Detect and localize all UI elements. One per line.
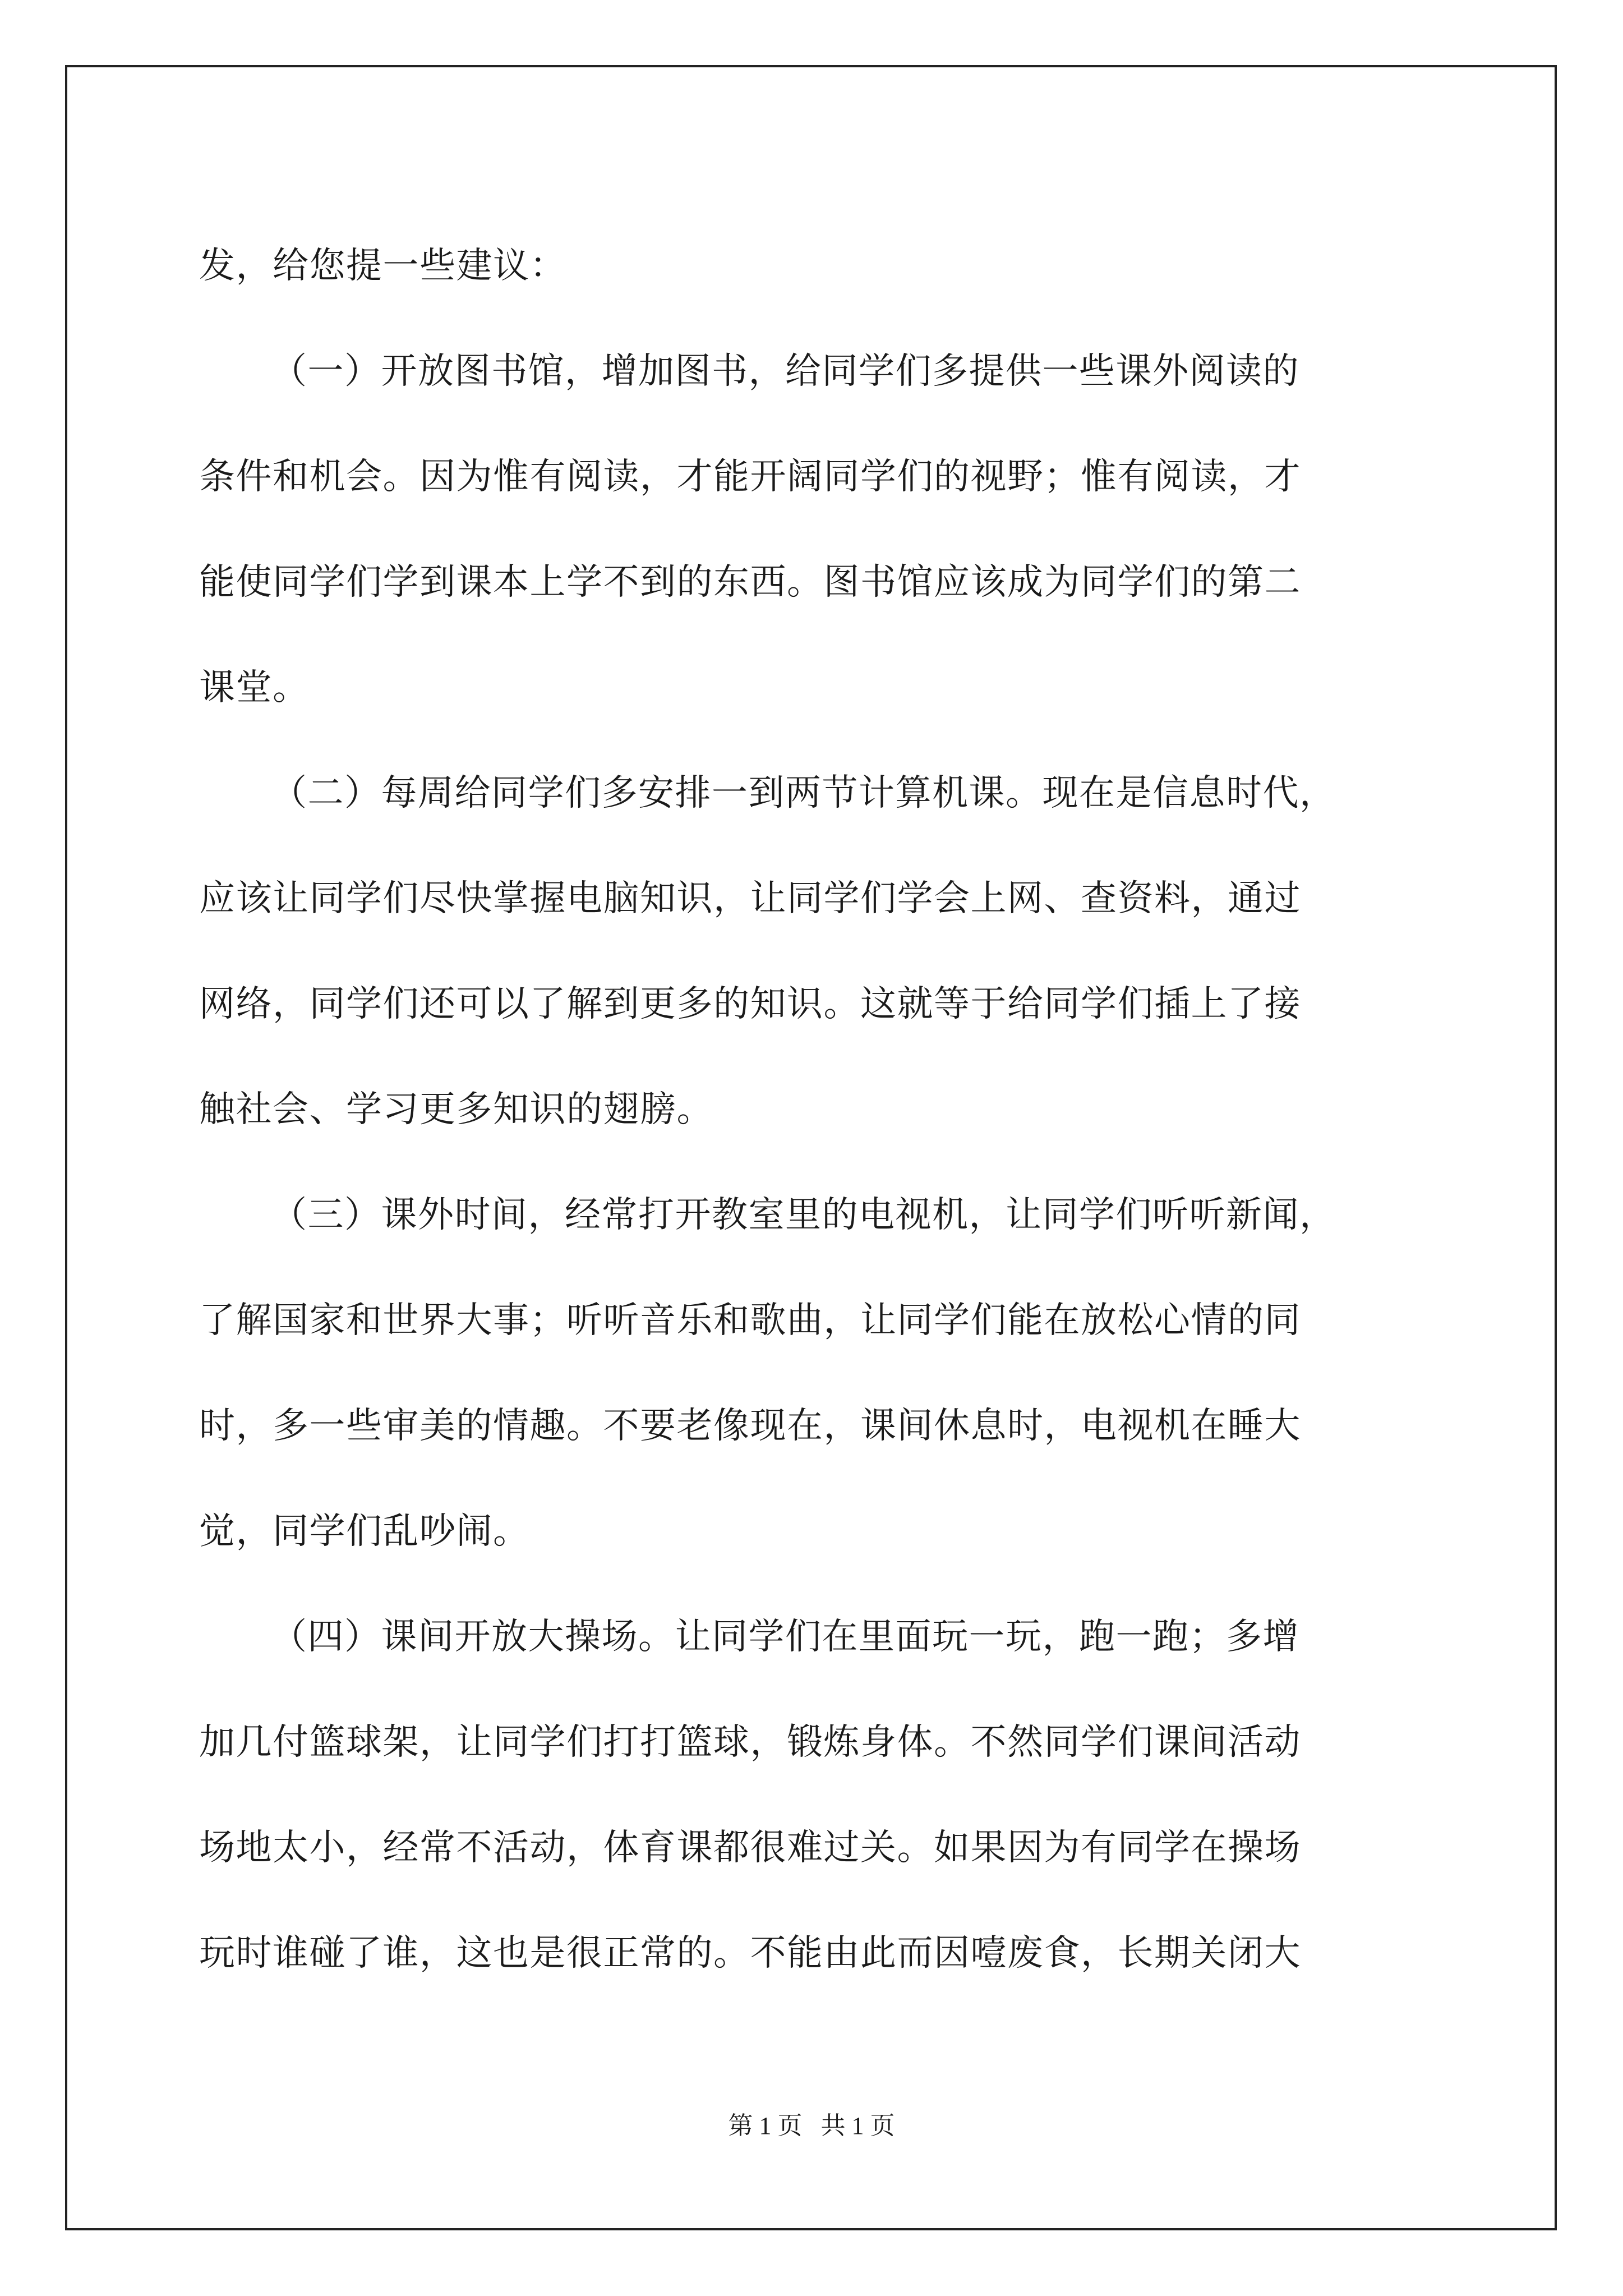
- text-line: 触社会、学习更多知识的翅膀。: [199, 1089, 713, 1130]
- text-line: 发，给您提一些建议：: [199, 245, 566, 287]
- text-line: 场地太小，经常不活动，体育课都很难过关。如果因为有同学在操场: [199, 1827, 1301, 1869]
- text-line: 时，多一些审美的情趣。不要老像现在，课间休息时，电视机在睡大: [199, 1405, 1301, 1447]
- text-line: 觉，同学们乱吵闹。: [199, 1511, 530, 1552]
- text-line: 课堂。: [199, 667, 310, 708]
- text-line: 能使同学们学到课本上学不到的东西。图书馆应该成为同学们的第二: [199, 562, 1301, 603]
- paragraph-start-line: （二）每周给同学们多安排一到两节计算机课。现在是信息时代，: [271, 772, 1336, 814]
- paragraph-start-line: （三）课外时间，经常打开教室里的电视机，让同学们听听新闻，: [271, 1194, 1336, 1236]
- text-line: 了解国家和世界大事；听听音乐和歌曲，让同学们能在放松心情的同: [199, 1300, 1301, 1341]
- text-line: 应该让同学们尽快掌握电脑知识，让同学们学会上网、查资料，通过: [199, 878, 1301, 919]
- text-line: 玩时谁碰了谁，这也是很正常的。不能由此而因噎废食，长期关闭大: [199, 1932, 1301, 1974]
- paragraph-start-line: （四）课间开放大操场。让同学们在里面玩一玩，跑一跑；多增: [271, 1616, 1299, 1658]
- page-footer: 第 1 页 共 1 页: [728, 2112, 895, 2139]
- paragraph-start-line: （一）开放图书馆，增加图书，给同学们多提供一些课外阅读的: [271, 351, 1299, 392]
- document-body: [199, 213, 1427, 2006]
- text-line: 网络，同学们还可以了解到更多的知识。这就等于给同学们插上了接: [199, 983, 1301, 1025]
- text-line: 条件和机会。因为惟有阅读，才能开阔同学们的视野；惟有阅读，才: [199, 456, 1301, 498]
- text-line: 加几付篮球架，让同学们打打篮球，锻炼身体。不然同学们课间活动: [199, 1722, 1301, 1763]
